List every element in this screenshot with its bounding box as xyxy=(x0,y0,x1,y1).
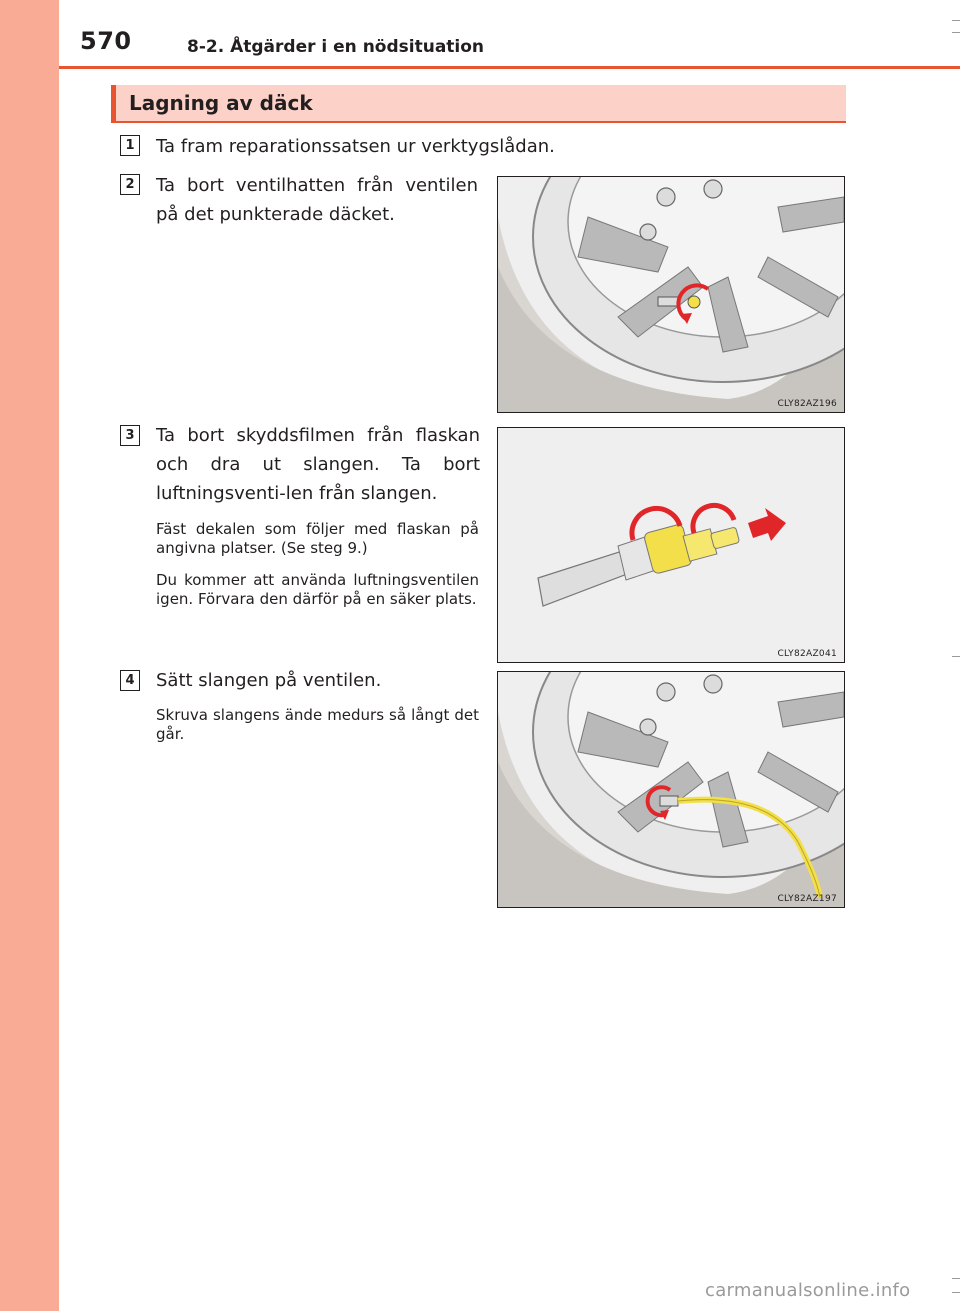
footer-watermark: carmanualsonline.info xyxy=(705,1280,911,1301)
crop-mark xyxy=(952,1278,960,1279)
figure-hose-valve xyxy=(497,427,845,663)
step-number-1: 1 xyxy=(120,135,140,156)
step-3-note-1: Fäst dekalen som följer med flaskan på angivna platser. (Se steg 9.) xyxy=(156,520,479,557)
title-accent-bar xyxy=(111,85,116,121)
step-1-text: Ta fram reparationssatsen ur verktygslådan. xyxy=(156,136,555,157)
step-3-note-2: Du kommer att använda luftningsventilen igen. Förvara den därför på en säker plats. xyxy=(156,571,479,608)
crop-mark xyxy=(952,20,960,21)
header-rule xyxy=(59,66,960,69)
side-color-band xyxy=(0,0,59,1311)
figure-hose-attach xyxy=(497,671,845,908)
crop-mark xyxy=(952,656,960,657)
figure-valve-cap xyxy=(497,176,845,413)
figure-code: CLY82AZ197 xyxy=(777,894,837,904)
crop-mark xyxy=(952,1292,960,1293)
step-4-text: Sätt slangen på ventilen. xyxy=(156,670,382,691)
section-title: 8-2. Åtgärder i en nödsituation xyxy=(187,37,485,57)
step-number-4: 4 xyxy=(120,670,140,691)
topic-title-box xyxy=(111,85,846,123)
figure-code: CLY82AZ041 xyxy=(777,649,837,659)
step-number-3: 3 xyxy=(120,425,140,446)
step-4-note-1: Skruva slangens ände medurs så långt det går. xyxy=(156,706,479,743)
page-number: 570 xyxy=(80,27,132,55)
step-number-2: 2 xyxy=(120,174,140,195)
step-3-text: Ta bort skyddsfilmen från flaskan och dra ut slangen. Ta bort luftningsventi-len från slangen. xyxy=(156,425,480,504)
crop-mark xyxy=(952,32,960,33)
topic-title: Lagning av däck xyxy=(129,91,313,115)
figure-code: CLY82AZ196 xyxy=(777,399,837,409)
step-2-text: Ta bort ventilhatten från ventilen på det punkterade däcket. xyxy=(156,175,478,225)
